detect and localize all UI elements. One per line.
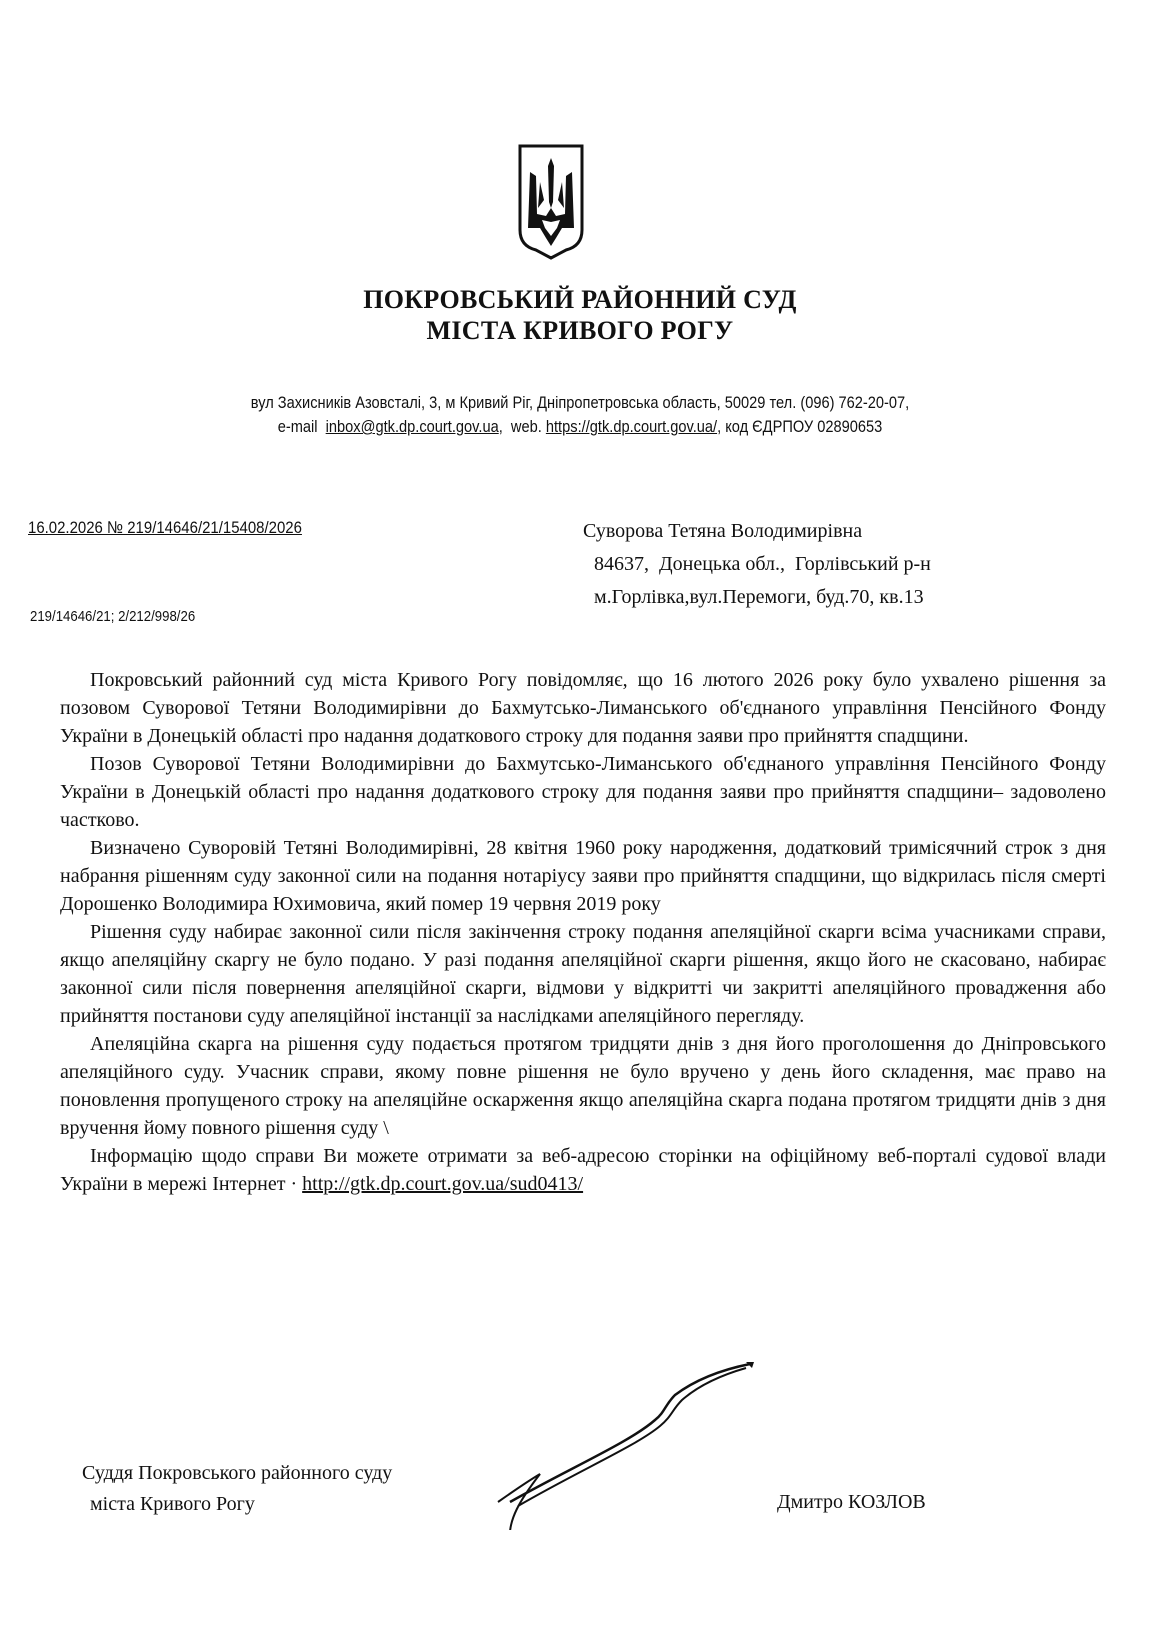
- web-link[interactable]: https://gtk.dp.court.gov.ua/: [545, 417, 718, 436]
- edrpou-code: код ЄДРПОУ 02890653: [725, 417, 883, 436]
- case-info-link[interactable]: http://gtk.dp.court.gov.ua/sud0413/: [302, 1173, 584, 1195]
- recipient-block: [583, 515, 931, 614]
- judge-title-line2: міста Кривого Рогу: [90, 1493, 255, 1515]
- court-contact-info: [81, 391, 1079, 439]
- court-name-heading: [0, 284, 1160, 346]
- judge-title: [82, 1458, 392, 1520]
- court-contacts-line: e-mail inbox@gtk.dp.court.gov.ua, web. https://gtk.dp.court.gov.ua/, код ЄДРПОУ 02890653: [277, 417, 883, 436]
- outgoing-date-number: 16.02.2026 № 219/14646/21/15408/2026: [28, 518, 302, 537]
- recipient-name: Суворова Тетяна Володимирівна: [583, 520, 863, 542]
- court-name-line2: МІСТА КРИВОГО РОГУ: [426, 316, 734, 345]
- paragraph-additional-term: Визначено Суворовій Тетяні Володимирівні, 28 квітня 1960 року народження, додатковий тримісячний строк з дня набрання рішенням суду законної сили на подання нотаріусу заяви про прийняття спадщини, що відкрилась після смерті Дорошенко Володимира Юхимовича, який помер 19 червня 2019 року: [60, 837, 1106, 915]
- email-label: e-mail: [277, 417, 318, 436]
- recipient-address-line1: 84637, Донецька обл., Горлівський р-н: [594, 553, 931, 575]
- info-text: Інформацію щодо справи Ви можете отримати за веб-адресою сторінки на офіційному веб-порталі судової влади України в мережі Інтернет ·: [60, 1145, 1106, 1195]
- recipient-address-line2: м.Горлівка,вул.Перемоги, буд.70, кв.13: [594, 586, 924, 608]
- paragraph-decision-notice: Покровський районний суд міста Кривого Рогу повідомляє, що 16 лютого 2026 року було ухвалено рішення за позовом Суворової Тетяни Володимирівни до Бахмутсько-Лиманського об'єднаного управління Пенсійного Фонду України в Донецькій області про надання додаткового строку для подання заяви про прийняття спадщини.: [60, 669, 1106, 747]
- paragraph-info-link: [60, 1142, 1106, 1198]
- judge-title-line1: Суддя Покровського районного суду: [82, 1462, 393, 1484]
- web-label: web.: [510, 417, 542, 436]
- paragraph-appeal: Апеляційна скарга на рішення суду подається протягом тридцяти днів з дня його проголошення до Дніпровського апеляційного суду. Учасник справи, якому повне рішення не було вручено у день його складення, має право на поновлення пропущеного строку на апеляційне оскарження якщо апеляційна скарга подана протягом тридцяти днів з дня вручення йому повного рішення суду \: [60, 1033, 1106, 1139]
- court-name-line1: ПОКРОВСЬКИЙ РАЙОННИЙ СУД: [363, 285, 797, 314]
- handwritten-signature-icon: [460, 1350, 800, 1530]
- email-link[interactable]: inbox@gtk.dp.court.gov.ua: [325, 417, 499, 436]
- paragraph-claim-result: Позов Суворової Тетяни Володимирівни до Бахмутсько-Лиманського об'єднаного управління Пенсійного Фонду України в Донецькій області про надання додаткового строку для подання заяви про прийняття спадщини– задоволено частково.: [60, 753, 1106, 831]
- case-references: 219/14646/21; 2/212/998/26: [30, 608, 196, 625]
- court-address: вул Захисників Азовсталі, 3, м Кривий Ріг, Дніпропетровська область, 50029 тел. (096) 762-20-07,: [250, 393, 910, 412]
- paragraph-legal-force: Рішення суду набирає законної сили після закінчення строку подання апеляційної скарги всіма учасниками справи, якщо апеляційну скаргу не було подано. У разі подання апеляційної скарги рішення, якщо його не скасовано, набирає законної сили після повернення апеляційної скарги, відмови у відкритті чи закритті апеляційного провадження або прийняття постанови суду апеляційної інстанції за наслідками апеляційного перегляду.: [60, 921, 1106, 1027]
- tryzub-coat-of-arms-icon: [516, 142, 586, 260]
- judge-name: Дмитро КОЗЛОВ: [777, 1491, 926, 1513]
- letter-body: [60, 666, 1106, 1198]
